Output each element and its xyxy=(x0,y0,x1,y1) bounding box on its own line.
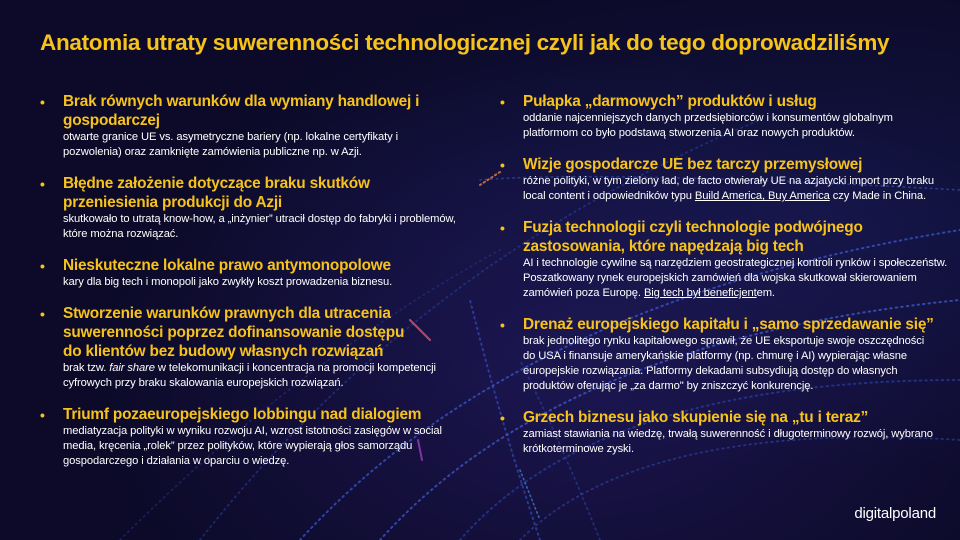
item-description: różne polityki, w tym zielony ład, de facto otwierały UE na azjatycki import przy braku local content i odpowiedników typu Build America, Buy America czy Made in China. xyxy=(523,175,934,202)
item-heading: Nieskuteczne lokalne prawo antymonopolowe xyxy=(63,257,391,274)
bullet-icon: • xyxy=(500,317,505,333)
bullet-icon: • xyxy=(40,258,45,274)
bullet-icon: • xyxy=(40,407,45,423)
list-item xyxy=(38,92,468,160)
item-description: mediatyzacja polityki w wyniku rozwoju AI, wzrost istotności zasięgów w social media, kręcenia „rolek” przez polityków, które wypierają głos samorządu gospodarczego i działania w oparciu o wiedzę. xyxy=(63,425,442,467)
bullet-icon: • xyxy=(500,410,505,426)
list-item xyxy=(498,155,948,204)
list-item xyxy=(498,218,948,301)
list-item xyxy=(38,174,468,242)
item-description: zamiast stawiania na wiedzę, trwałą suwerenność i długoterminowy rozwój, wybrano krótkoterminowe zyski. xyxy=(523,428,933,455)
item-description: skutkowało to utratą know-how, a „inżynier” utracił dostęp do fabryki i problemów, które można rozwiązać. xyxy=(63,213,456,240)
item-heading: Pułapka „darmowych” produktów i usług xyxy=(523,93,817,110)
list-item xyxy=(498,315,948,394)
list-item xyxy=(38,304,468,391)
item-heading: Drenaż europejskiego kapitału i „samo sprzedawanie się” xyxy=(523,316,934,333)
list-item xyxy=(38,405,468,469)
big-tech-link[interactable]: Big tech był beneficjent xyxy=(643,287,757,299)
item-heading: Triumf pozaeuropejskiego lobbingu nad dialogiem xyxy=(63,406,422,423)
bullet-icon: • xyxy=(500,94,505,110)
bullet-icon: • xyxy=(40,176,45,192)
item-description: AI i technologie cywilne są narzędziem geostrategicznej kontroli rynków i społeczeństw. Poszatkowany rynek europejskich zamówień dla wojska skutkował skierowaniem zamówień poza Europę. Big tech był beneficjentem. xyxy=(523,257,948,299)
bullet-icon: • xyxy=(500,220,505,236)
item-heading: Wizje gospodarcze UE bez tarczy przemysłowej xyxy=(523,156,863,173)
bullet-icon: • xyxy=(40,306,45,322)
list-item xyxy=(498,408,948,457)
bullet-icon: • xyxy=(500,157,505,173)
item-description: brak tzw. fair share w telekomunikacji i koncentracja na promocji kompetencji cyfrowych przy braku skalowania europejskich rozwiązań. xyxy=(63,362,436,389)
page-title: Anatomia utraty suwerenności technologicznej czyli jak do tego doprowadziliśmy xyxy=(40,30,890,55)
item-heading: Fuzja technologii czyli technologie podwójnego zastosowania, które napędzają big tech xyxy=(523,219,863,255)
item-description: otwarte granice UE vs. asymetryczne bariery (np. lokalne certyfikaty i pozwolenia) oraz zamknięte zamówienia publiczne np. w Azji. xyxy=(63,131,398,158)
list-item xyxy=(38,256,468,290)
list-item xyxy=(498,92,948,141)
item-heading: Brak równych warunków dla wymiany handlowej i gospodarczej xyxy=(63,93,420,129)
left-column xyxy=(38,92,468,483)
item-heading: Grzech biznesu jako skupienie się na „tu i teraz” xyxy=(523,409,869,426)
item-description: oddanie najcenniejszych danych przedsiębiorców i konsumentów globalnym platformom co było podstawą stworzenia AI oraz nowych produktów. xyxy=(523,112,893,139)
item-description: kary dla big tech i monopoli jako zwykły koszt prowadzenia biznesu. xyxy=(63,276,393,288)
digitalpoland-logo: digitalpoland xyxy=(854,505,936,522)
item-heading: Stworzenie warunków prawnych dla utracenia suwerenności poprzez dofinansowanie dostępu do klientów bez budowy własnych rozwiązań xyxy=(63,305,405,360)
item-description: brak jednolitego rynku kapitałowego sprawił, że UE eksportuje swoje oszczędności do USA i finansuje amerykańskie platformy (np. chmurę i AI) wypierając własne europejskie rozwiązania. Platformy dekadami subsydiują dostęp do własnych produktów oferując je „za darmo" by zniszczyć konkurencję. xyxy=(523,335,925,392)
right-column xyxy=(498,92,948,471)
fair-share-term: fair share xyxy=(109,362,155,374)
bullet-icon: • xyxy=(40,94,45,110)
item-heading: Błędne założenie dotyczące braku skutków przeniesienia produkcji do Azji xyxy=(63,175,370,211)
build-america-link[interactable]: Build America, Buy America xyxy=(694,190,830,202)
